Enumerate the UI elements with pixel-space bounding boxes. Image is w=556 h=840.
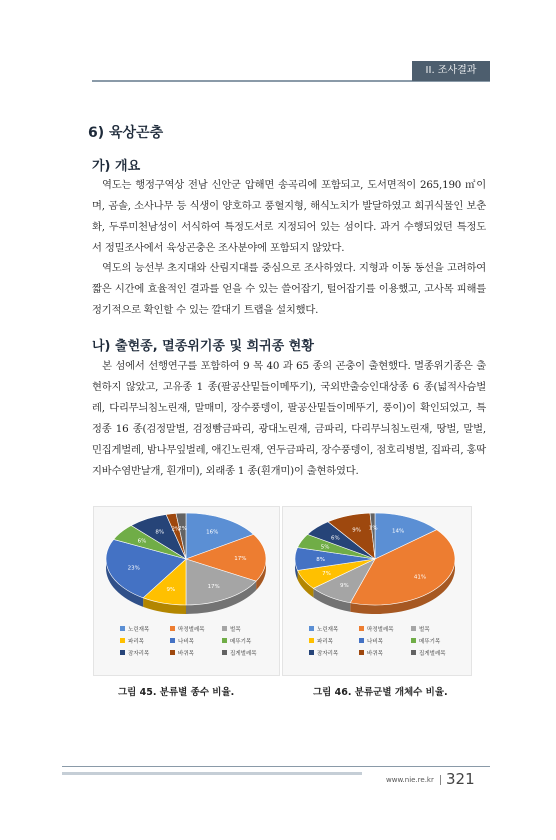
legend-swatch: [170, 638, 175, 643]
pie-chart-species: [93, 506, 280, 676]
legend-item-label: 잠자리목: [128, 651, 150, 657]
pie-data-label: 17%: [234, 556, 247, 563]
legend-item-label: 나비목: [367, 639, 383, 645]
pie-data-label: 41%: [413, 574, 427, 581]
legend-item-label: 바퀴목: [367, 651, 383, 657]
legend-item-label: 노린재목: [317, 627, 339, 633]
legend-swatch: [222, 650, 227, 655]
pie-chart-species-svg: [94, 507, 279, 675]
pie-data-label: 23%: [127, 565, 140, 572]
legend-item-label: 집게벌레목: [230, 651, 257, 657]
legend-swatch: [170, 650, 175, 655]
legend-swatch: [170, 626, 175, 631]
legend-swatch: [411, 638, 416, 643]
overview-paragraph-2: 역도의 능선부 초지대와 산림지대를 중심으로 조사하였다. 지형과 이동 동선을 고려하여 짧은 시간에 효율적인 결과를 얻을 수 있는 쓸어잡기, 털어잡기를 이용했고, 고사목 피해를 정기적으로 확인할 수 있는 깔대기 트랩을 설치했다.: [92, 262, 486, 316]
legend-swatch: [359, 650, 364, 655]
subsection-title-overview: 가) 개요: [92, 159, 141, 174]
pie-data-label: 16%: [206, 529, 219, 536]
pie-data-label: 9%: [166, 587, 176, 594]
subsection-title-species: 나) 출현종, 멸종위기종 및 희귀종 현황: [92, 339, 314, 354]
pie-data-label: 17%: [207, 583, 220, 590]
header-section: II. 조사결과: [425, 65, 477, 76]
figure-caption-45: 그림 45. 분류별 종수 비율.: [118, 687, 235, 698]
legend-swatch: [309, 650, 314, 655]
pie-data-label: 6%: [330, 535, 340, 542]
pie-data-label: 7%: [322, 571, 331, 578]
pie-data-label: 14%: [392, 528, 405, 535]
legend-swatch: [411, 626, 416, 631]
legend-swatch: [309, 638, 314, 643]
pie-data-label: 2%: [178, 525, 187, 532]
section-heading: 6) 육상곤충: [88, 125, 164, 141]
legend-item-label: 집게벌레목: [419, 651, 446, 657]
pie-data-label: 5%: [320, 544, 330, 551]
legend-item-label: 노린재목: [128, 627, 150, 633]
species-paragraph: 본 섬에서 선행연구를 포함하여 9 목 40 과 65 종의 곤충이 출현했다. 멸종위기종은 출현하지 않았고, 고유종 1 종(팔공산밑들이메뚜기), 국외반출승인대상종 6 종(넓적사슴벌레, 다리무늬침노린재, 말매미, 장수풍뎅이, 팔공산밑들이메뚜기, 풍이)이 확인되었고, 특정종 16 종(검정말벌, 검정빰금파리, 광대노린재, 금파리, 다리무늬침노린재, 땅벌, 말벌, 민집게벌레, 밤나무잎벌레, 애긴노린재, 연두금파리, 장수풍뎅이, 점호리병벌, 집파리, 홍딱지바수염반날개, 흰개미), 외래종 1 종(흰개미)이 출현하였다.: [92, 360, 486, 477]
legend-swatch: [222, 638, 227, 643]
legend-swatch: [359, 626, 364, 631]
legend-swatch: [120, 650, 125, 655]
legend-swatch: [120, 638, 125, 643]
pie-data-label: 8%: [316, 557, 325, 563]
footer-accent-bar: [62, 772, 362, 775]
legend-swatch: [411, 650, 416, 655]
legend-item-label: 메뚜기목: [419, 639, 441, 645]
pie-data-label: 9%: [352, 527, 361, 534]
pie-chart-individuals: [282, 506, 472, 676]
legend-swatch: [222, 626, 227, 631]
legend-swatch: [309, 626, 314, 631]
pie-data-label: 8%: [155, 529, 165, 536]
legend-item-label: 딱정벌레목: [178, 627, 205, 633]
legend-swatch: [120, 626, 125, 631]
legend-item-label: 딱정벌레목: [367, 627, 394, 633]
footer-separator: [440, 775, 441, 785]
legend-item-label: 나비목: [178, 639, 194, 645]
pie-data-label: 6%: [137, 538, 147, 545]
pie-data-label: 1%: [368, 525, 378, 532]
footer-rule: [62, 766, 490, 767]
legend-item-label: 벌목: [419, 627, 430, 633]
legend-item-label: 벌목: [230, 627, 241, 633]
legend-item-label: 잠자리목: [317, 651, 339, 657]
legend-swatch: [359, 638, 364, 643]
footer-url: www.nie.re.kr: [386, 776, 434, 784]
pie-data-label: 2%: [171, 526, 181, 533]
pie-data-label: 9%: [340, 582, 349, 589]
figure-caption-46: 그림 46. 분류군별 개체수 비율.: [313, 687, 448, 698]
overview-paragraph-1: 역도는 행정구역상 전남 신안군 압해면 송곡리에 포함되고, 도서면적이 265,190 ㎡이며, 곰솔, 소사나무 등 식생이 양호하고 풍혈지형, 해식노치가 발달하였고 희귀식물인 보춘화, 두루미천남성이 서식하여 특정도서로 지정되어 있는 섬이다. 과거 수행되었던 특정도서 정밀조사에서 육상곤충은 조사분야에 포함되지 않았다.: [92, 179, 486, 254]
legend-item-label: 메뚜기목: [230, 639, 252, 645]
legend-item-label: 파리목: [317, 639, 333, 645]
legend-item-label: 바퀴목: [178, 651, 194, 657]
page-number: 321: [446, 770, 475, 788]
legend-item-label: 파리목: [128, 639, 144, 645]
pie-chart-individuals-svg: [283, 507, 471, 675]
